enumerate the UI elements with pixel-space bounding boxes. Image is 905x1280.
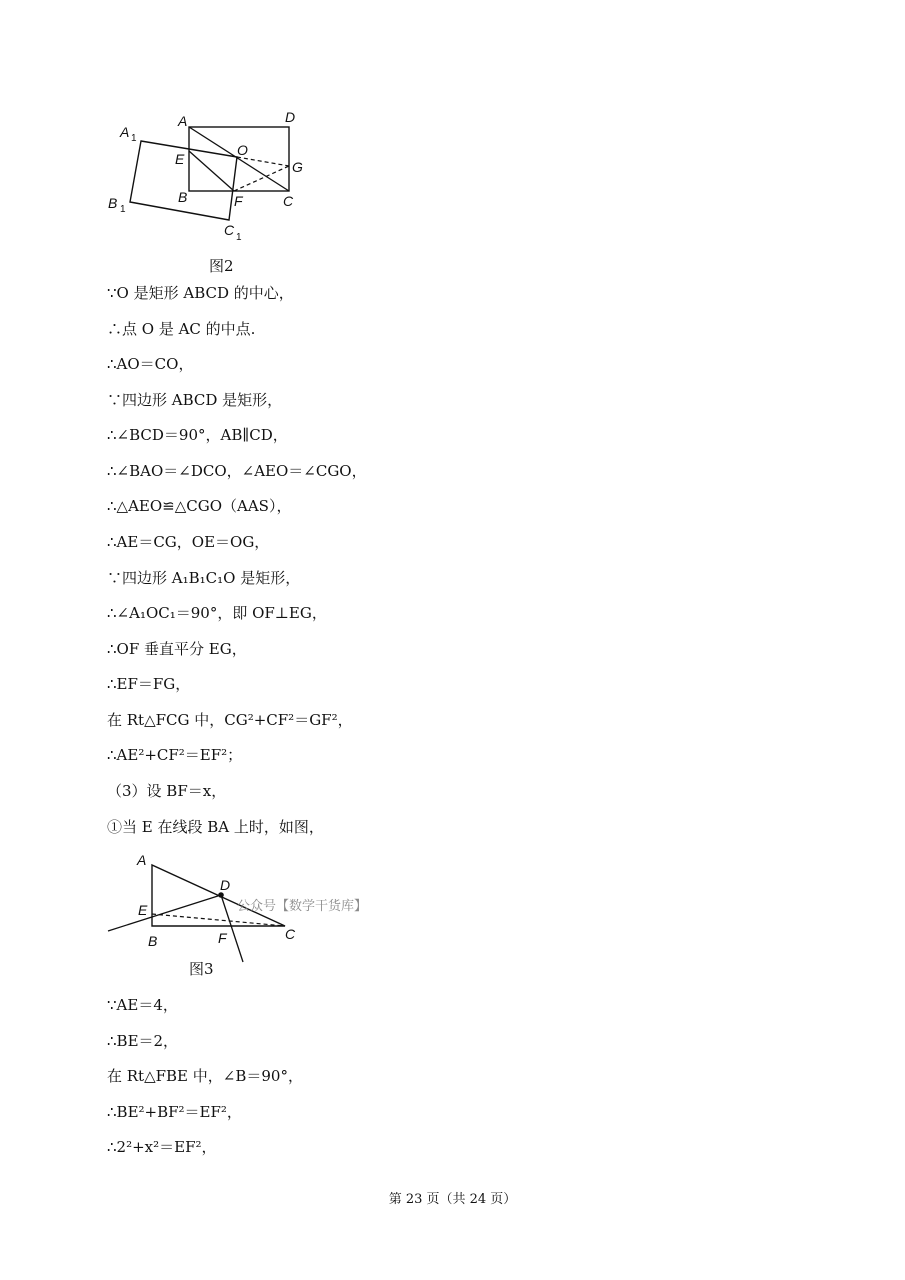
proof-line-12: ∴EF＝FG，	[107, 675, 191, 693]
segment-ef	[189, 151, 234, 191]
label-c: C	[283, 193, 294, 209]
proof-line-4: ∵四边形 ABCD 是矩形，	[107, 391, 283, 409]
label-g: G	[292, 159, 303, 175]
proof-line-19: 在 Rt△FBE 中，∠B＝90°，	[107, 1067, 303, 1085]
label-c1-sub: 1	[236, 232, 242, 243]
label-o: O	[237, 142, 248, 158]
point-d	[218, 892, 224, 898]
label-e: E	[138, 902, 148, 918]
label-e: E	[175, 151, 185, 167]
proof-line-10: ∴∠A₁OC₁＝90°，即 OF⊥EG，	[107, 604, 327, 622]
label-a: A	[137, 852, 147, 868]
label-b: B	[148, 933, 158, 949]
proof-line-20: ∴BE²+BF²＝EF²，	[107, 1103, 242, 1121]
label-d: D	[285, 109, 296, 125]
proof-line-2: ∴点 O 是 AC 的中点.	[107, 320, 256, 338]
proof-line-18: ∴BE＝2，	[107, 1032, 179, 1050]
label-f: F	[218, 930, 227, 946]
proof-line-9: ∵四边形 A₁B₁C₁O 是矩形，	[107, 569, 301, 587]
watermark-text: 公众号【数学干货库】	[237, 899, 368, 914]
proof-line-17: ∵AE＝4，	[107, 996, 178, 1014]
label-b1-sub: 1	[120, 204, 126, 215]
label-c1: C	[224, 222, 235, 238]
dashed-og	[237, 157, 289, 166]
proof-line-16: ①当 E 在线段 BA 上时，如图，	[107, 818, 324, 836]
proof-line-5: ∴∠BCD＝90°，AB∥CD，	[107, 426, 288, 444]
proof-line-3: ∴AO＝CO，	[107, 355, 194, 373]
proof-line-1: ∵O 是矩形 ABCD 的中心，	[107, 284, 294, 302]
label-b: B	[178, 189, 188, 205]
diagonal-ac	[189, 127, 289, 191]
figure-2-caption: 图2	[209, 257, 234, 275]
proof-line-6: ∴∠BAO＝∠DCO，∠AEO＝∠CGO，	[107, 462, 367, 480]
figure-2-diagram	[100, 100, 340, 250]
dashed-ec	[152, 914, 285, 926]
proof-line-8: ∴AE＝CG，OE＝OG，	[107, 533, 270, 551]
figure-3-caption: 图3	[189, 960, 214, 978]
label-a1: A	[120, 124, 130, 140]
proof-line-21: ∴2²+x²＝EF²，	[107, 1138, 217, 1156]
label-c: C	[285, 926, 296, 942]
dashed-fg	[234, 166, 289, 191]
proof-line-7: ∴△AEO≌△CGO（AAS），	[107, 497, 292, 515]
label-f: F	[234, 193, 243, 209]
proof-line-11: ∴OF 垂直平分 EG，	[107, 640, 247, 658]
label-a: A	[178, 113, 188, 129]
label-b1: B	[108, 195, 118, 211]
page-footer: 第 23 页（共 24 页）	[388, 1192, 517, 1207]
proof-line-13: 在 Rt△FCG 中，CG²+CF²＝GF²，	[107, 711, 353, 729]
proof-line-14: ∴AE²+CF²＝EF²；	[107, 746, 243, 764]
label-a1-sub: 1	[131, 133, 137, 144]
label-d: D	[220, 877, 231, 893]
proof-line-15: （3）设 BF＝x，	[107, 782, 227, 800]
